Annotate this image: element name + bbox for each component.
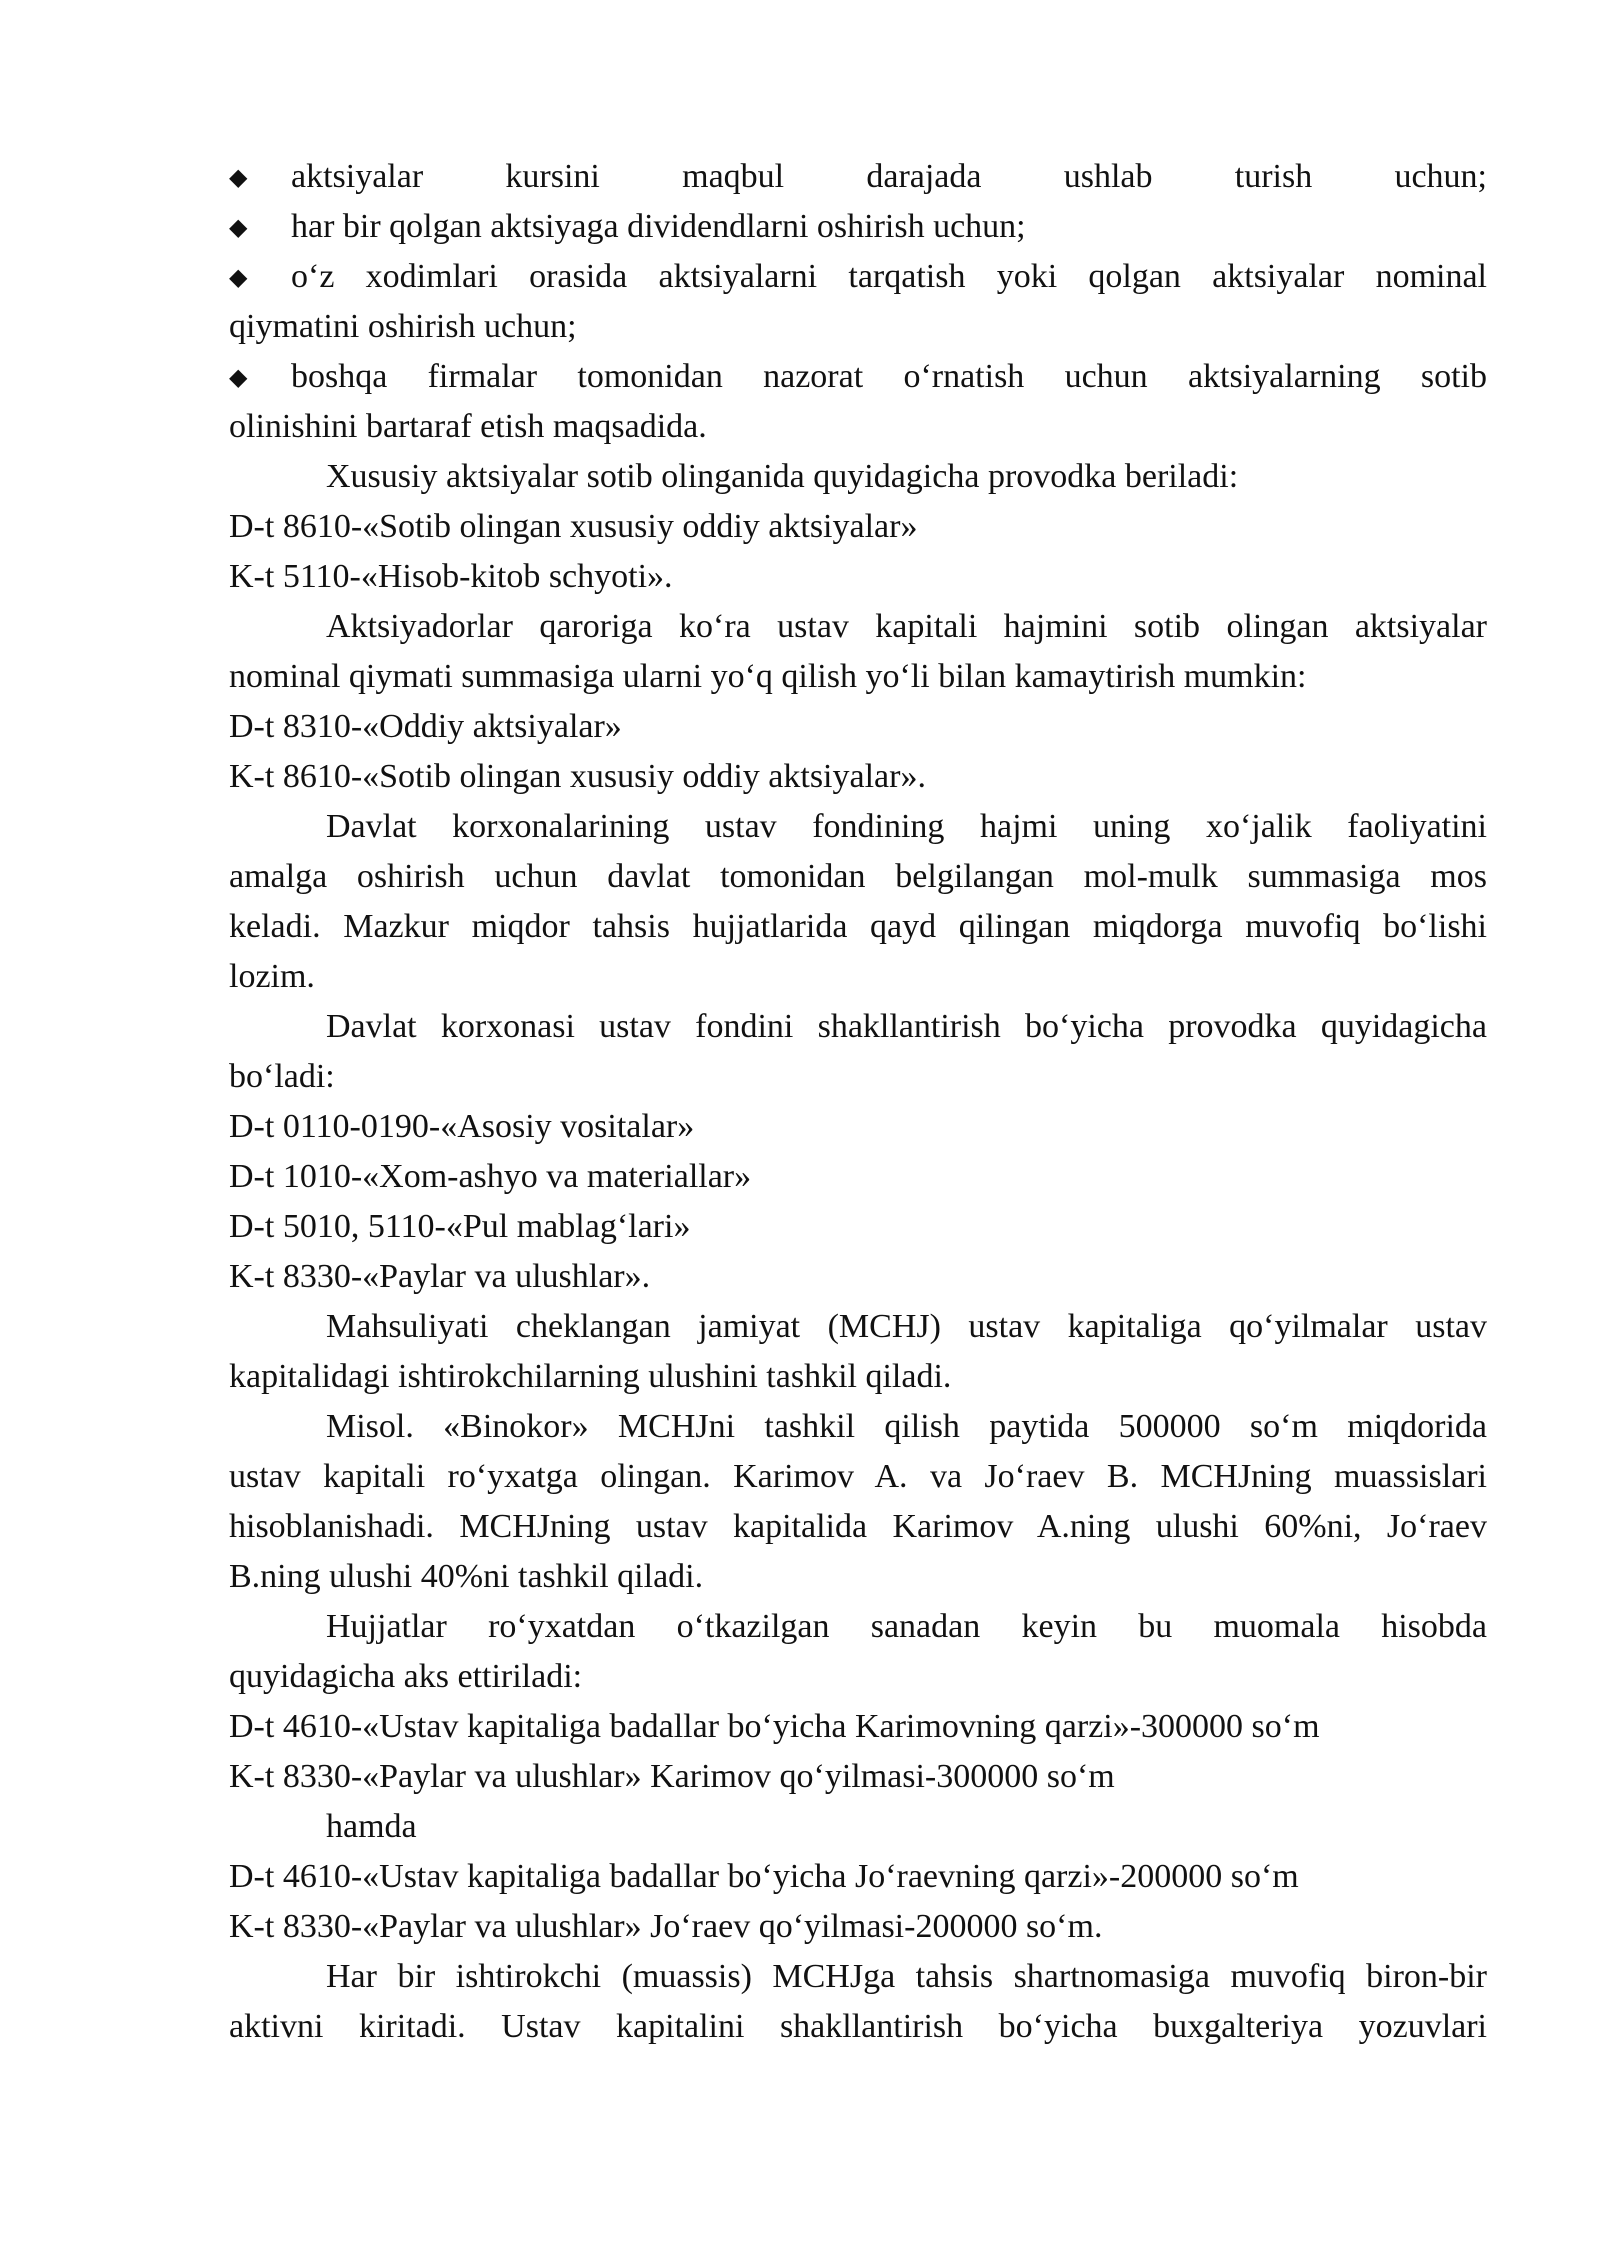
- paragraph-line: ustav kapitali ro‘yxatga olingan. Karimov A. va Jo‘raev B. MCHJning muassislari: [229, 1458, 1487, 1495]
- paragraph-line: kapitalidagi ishtirokchilarning ulushini tashkil qiladi.: [229, 1358, 952, 1395]
- bullet-text: o‘z xodimlari orasida aktsiyalarni tarqatish yoki qolgan aktsiyalar nominal: [291, 258, 1487, 295]
- paragraph-line: quyidagicha aks ettiriladi:: [229, 1658, 583, 1695]
- paragraph-line: Davlat korxonasi ustav fondini shakllantirish bo‘yicha provodka quyidagicha: [326, 1008, 1487, 1045]
- bullet-item-1: [229, 152, 1487, 202]
- document-page: [229, 152, 1487, 2052]
- diamond-bullet-icon: ◆: [229, 365, 248, 391]
- paragraph-line: Xususiy aktsiyalar sotib olinganida quyidagicha provodka beriladi:: [326, 458, 1239, 495]
- entry-line: K-t 8330-«Paylar va ulushlar».: [229, 1258, 651, 1295]
- bullet-item-3: [229, 252, 1487, 302]
- entry-line: D-t 0110-0190-«Asosiy vositalar»: [229, 1108, 695, 1145]
- paragraph-line: Misol. «Binokor» MCHJni tashkil qilish paytida 500000 so‘m miqdorida: [326, 1408, 1487, 1445]
- entry-line: D-t 4610-«Ustav kapitaliga badallar bo‘yicha Karimovning qarzi»-300000 so‘m: [229, 1708, 1320, 1745]
- paragraph-line: hamda: [326, 1808, 417, 1845]
- diamond-bullet-icon: ◆: [229, 165, 248, 191]
- entry-line: D-t 8310-«Oddiy aktsiyalar»: [229, 708, 622, 745]
- bullet-continuation: olinishini bartaraf etish maqsadida.: [229, 408, 707, 445]
- entry-line: K-t 8330-«Paylar va ulushlar» Karimov qo‘yilmasi-300000 so‘m: [229, 1758, 1115, 1795]
- paragraph-line: aktivni kiritadi. Ustav kapitalini shakllantirish bo‘yicha buxgalteriya yozuvlari: [229, 2008, 1487, 2045]
- bullet-continuation: qiymatini oshirish uchun;: [229, 308, 577, 345]
- paragraph-line: Davlat korxonalarining ustav fondining hajmi uning xo‘jalik faoliyatini: [326, 808, 1487, 845]
- paragraph-line: Aktsiyadorlar qaroriga ko‘ra ustav kapitali hajmini sotib olingan aktsiyalar: [326, 608, 1487, 645]
- paragraph-line: lozim.: [229, 958, 315, 995]
- bullet-text: har bir qolgan aktsiyaga dividendlarni oshirish uchun;: [291, 208, 1026, 245]
- bullet-list: [229, 152, 1487, 452]
- diamond-bullet-icon: ◆: [229, 265, 248, 291]
- paragraph-line: B.ning ulushi 40%ni tashkil qiladi.: [229, 1558, 704, 1595]
- paragraph-line: keladi. Mazkur miqdor tahsis hujjatlarida qayd qilingan miqdorga muvofiq bo‘lishi: [229, 908, 1487, 945]
- entry-line: K-t 8610-«Sotib olingan xususiy oddiy aktsiyalar».: [229, 758, 926, 795]
- bullet-item-2: [229, 202, 1487, 252]
- bullet-item-4: [229, 352, 1487, 402]
- bullet-text: boshqa firmalar tomonidan nazorat o‘rnatish uchun aktsiyalarning sotib: [291, 358, 1487, 395]
- entry-line: D-t 8610-«Sotib olingan xususiy oddiy aktsiyalar»: [229, 508, 918, 545]
- entry-line: K-t 8330-«Paylar va ulushlar» Jo‘raev qo‘yilmasi-200000 so‘m.: [229, 1908, 1103, 1945]
- diamond-bullet-icon: ◆: [229, 215, 248, 241]
- paragraph-line: bo‘ladi:: [229, 1058, 335, 1095]
- entry-line: D-t 5010, 5110-«Pul mablag‘lari»: [229, 1208, 691, 1245]
- entry-line: D-t 1010-«Xom-ashyo va materiallar»: [229, 1158, 752, 1195]
- paragraph-line: amalga oshirish uchun davlat tomonidan belgilangan mol-mulk summasiga mos: [229, 858, 1487, 895]
- paragraph-line: Har bir ishtirokchi (muassis) MCHJga tahsis shartnomasiga muvofiq biron-bir: [326, 1958, 1487, 1995]
- paragraph-line: Mahsuliyati cheklangan jamiyat (MCHJ) ustav kapitaliga qo‘yilmalar ustav: [326, 1308, 1487, 1345]
- entry-line: D-t 4610-«Ustav kapitaliga badallar bo‘yicha Jo‘raevning qarzi»-200000 so‘m: [229, 1858, 1299, 1895]
- paragraph-line: hisoblanishadi. MCHJning ustav kapitalida Karimov A.ning ulushi 60%ni, Jo‘raev: [229, 1508, 1487, 1545]
- paragraph-line: nominal qiymati summasiga ularni yo‘q qilish yo‘li bilan kamaytirish mumkin:: [229, 658, 1307, 695]
- entry-line: K-t 5110-«Hisob-kitob schyoti».: [229, 558, 673, 595]
- paragraph-line: Hujjatlar ro‘yxatdan o‘tkazilgan sanadan keyin bu muomala hisobda: [326, 1608, 1487, 1645]
- bullet-text: aktsiyalar kursini maqbul darajada ushlab turish uchun;: [291, 158, 1487, 195]
- body-text: [229, 452, 1487, 2052]
